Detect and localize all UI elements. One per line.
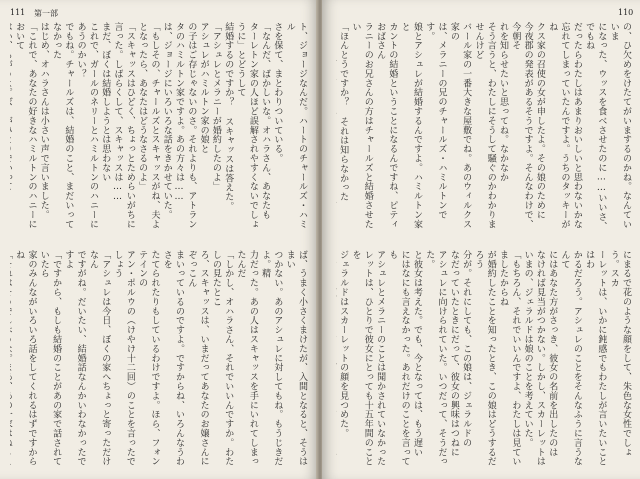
right-page: [322, 0, 640, 479]
text-line: つかない。あのアシュレに対してもね。もうじきだよ。精: [260, 250, 283, 467]
text-line: さを保て、まとわりついている。: [272, 22, 283, 163]
left-page-number: 111: [10, 8, 26, 17]
text-line: [336, 250, 337, 472]
text-line: にまるで花のような顔をして、朱色な女性でしょう。スカ: [608, 250, 631, 457]
right-page-number: 110: [618, 8, 634, 17]
text-line: ろ、スキャッスは、いまだってあなたのお嬢さんにぞっこん: [186, 250, 209, 467]
text-line: 「なんだ、ばかしいな。オハラさん、あなたも: [260, 22, 271, 220]
text-line: ラニーのお兄さんの方はチャールズと結婚させたい: [350, 22, 373, 229]
text-line: 「アシュレとメラニーが婚約したのよ」: [210, 22, 221, 192]
text-line: ターレトン家の人ほど誤解されやすくないでしょうに」とどうして: [235, 22, 258, 229]
text-line: ば、うまく小さくまけたが、入間となると、そうはまい: [284, 250, 307, 467]
text-line: はじめ、オハラさんは小さい声で言いました。: [38, 22, 49, 220]
text-line: ジェラルドはスカーレットの顔を見つめた。: [338, 250, 349, 438]
text-line: にはなにも言えなかった。あれだけのことを言っても: [387, 250, 410, 467]
text-line: ト、ジョージなんだ。ハートのチャールズ・ハミル: [284, 22, 307, 229]
text-line: の、ひ欠めをけたてがいまするのかね。なんていいま: [608, 22, 631, 229]
text-line: これで、ガールのネリーとハミルトンのハニーにあうのかい？: [75, 22, 98, 229]
text-line: バール家の一番大きな屋敷でね。あのウィルクス家の: [448, 22, 472, 229]
text-line: まいっているのですよ。ですからね、いろんなうわさを: [161, 250, 185, 467]
text-line: の子はご存じゃないのさ。それよりも、アトラン: [186, 22, 197, 229]
text-line: [336, 22, 337, 236]
text-line: 娘とアシュレが結婚するんですよ。ハミルトン家と: [399, 22, 422, 229]
text-line: レットは、ひとりで彼女にとっても十五年間のことを: [350, 250, 373, 467]
text-line: 忘れてしまっていたんですよ。うちのタッキーがね: [547, 22, 570, 229]
text-line: 「スキャッスはひどく、ちょっとためらいがちに: [124, 22, 135, 229]
text-line: アシュレに向けられていた。いつだって、そうだった。: [424, 250, 447, 467]
text-line: 「これで、あなたの好きなハミルトンのハニーにおいて: [14, 22, 37, 229]
text-line: が婚約したことを知ったとき、この娘はどうするだろう: [473, 250, 496, 467]
text-line: 結婚するのですか？ スキャッスは答えた。: [223, 22, 234, 211]
right-lower-text: [336, 250, 632, 472]
left-lower-text: [10, 250, 308, 472]
text-line: は、メラニーの兄のチャールズ・ハミルトンです。: [424, 22, 447, 220]
text-line: 「アシュレは今日、ぼくの家へちょっと寄っただけなん: [87, 250, 111, 467]
text-line: アシュレがハミルトン家の娘と: [198, 22, 209, 154]
text-line: 「ほんとうですか？ それは知らなかった: [338, 22, 349, 202]
text-line: となったら、あなたはどうなさるのよ」: [137, 22, 148, 192]
left-upper-text: [10, 22, 308, 236]
text-line: 家のみんながいろいろ話をしてくれるはずですからね: [14, 250, 37, 467]
text-line: [10, 22, 13, 236]
text-line: 分が。それにしても、この娘は、ジェラルドの: [461, 250, 472, 448]
text-line: アン・ポルウの（けやけ十二回）のことを言ったでしょう: [112, 250, 135, 467]
text-line: たてられたりもしているわけですよ。ほら、フォンテインの: [137, 250, 160, 467]
text-line: 力だった。あの人はスキャッスを手にいれてしまったんだ: [235, 250, 258, 467]
text-line: なだっていたときにだって、彼女の興味はつねに: [448, 250, 459, 457]
text-line: ですがね。だいたい、結婚話なんかいわなかったですよ: [63, 250, 86, 467]
text-line: そう言うと、わたしにそうして騒ぐのかわかりませんけど: [473, 22, 496, 229]
left-page: [0, 0, 318, 479]
text-line: れを知らせたいと思ってね。なかなか: [498, 22, 509, 182]
left-section-title: 第一部: [34, 9, 58, 18]
text-line: ーレットは、いかに鈍感でもわたしが言いたいことはわ: [584, 250, 607, 467]
text-line: 「しかし、オハラさん、それでいいんですか。わたしの見たとこ: [210, 250, 234, 467]
text-line: まだ、ぼくは結婚しようとは思わない: [100, 22, 111, 182]
text-line: になった、ウッスを食べさせたのに……いいさ、でもね: [584, 22, 607, 231]
text-line: [10, 250, 13, 472]
text-line: タのハミルトン家ですよ。あの方々は……: [174, 22, 185, 203]
text-line: 「もしその、チャールズとスキャッスがね、夫よ: [149, 22, 160, 229]
text-line: 今夜郡の発表があるそうですよ。そんなわけで、今朝そ: [510, 22, 533, 229]
text-line: カントの結婚ということになるんですね、ピティおばさん: [375, 22, 398, 229]
text-line: かるだろう。アシュレのことをそんなふうに言うなんて: [559, 250, 582, 467]
text-line: なければ見当がつかない。しかし、スカーレットは: [534, 250, 545, 467]
text-line: だったらわたしはあまりおいしいと思わないかな: [571, 22, 582, 229]
text-line: にはあなた方がさっき、彼女の名前を出したのは: [547, 250, 558, 457]
text-line: でもね。チャールズは、結婚のこと、まだいってなかった: [51, 22, 74, 229]
right-upper-text: [336, 22, 632, 236]
text-line: クス家の召使の女が申したよ。その娘のために: [534, 22, 545, 220]
text-line: いまの、ジェラルドは娘のことを考えていた。: [522, 250, 533, 448]
text-line: 「もちろん、それでいいんですよ、わたしは見ていましたからね: [498, 250, 521, 467]
text-line: は、ジョージにいろいろな話をきかせていた。: [161, 22, 172, 220]
text-line: 言った。しばらくして、スキャッスは……: [112, 22, 123, 203]
text-line: アシュレとメラニーのことは聞かされていなかった: [375, 250, 386, 467]
text-line: 「ですから、もしも結婚のことがあの家で話されていたら: [38, 250, 62, 467]
text-line: と彼女は考えた。でも、今となっては、もう遅い: [411, 250, 422, 457]
